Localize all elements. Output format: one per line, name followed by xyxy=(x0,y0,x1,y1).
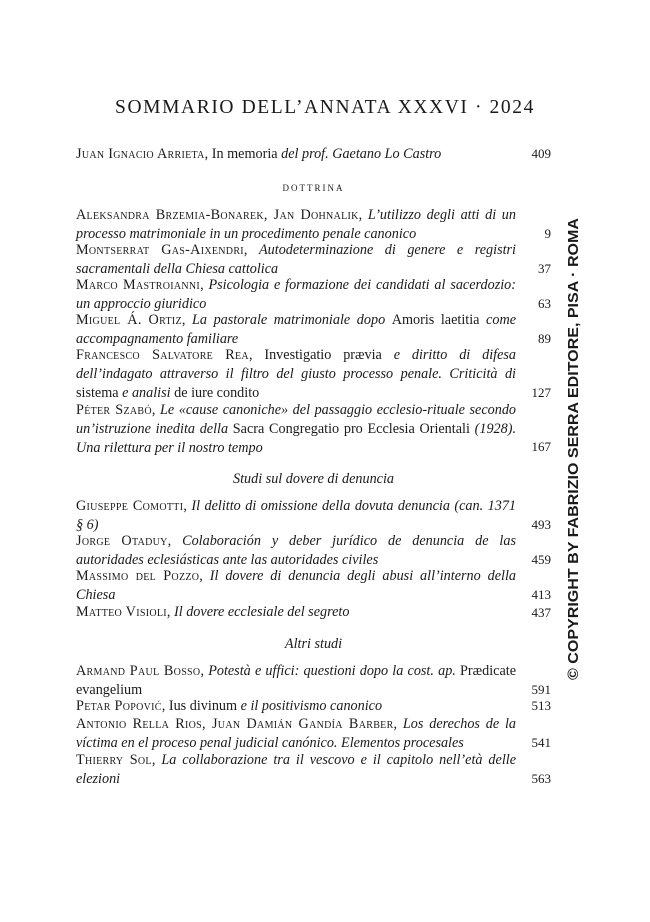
entry-author: Marco Mastroianni xyxy=(76,277,201,293)
entry-page-number: 409 xyxy=(531,146,551,161)
toc-entry: Montserrat Gas-Aixendri, Autodeterminazione di genere e registri sacramentali della Chiesa cattolica xyxy=(76,242,517,277)
entry-page-number: 63 xyxy=(538,296,551,311)
entry-page-number: 167 xyxy=(531,439,551,454)
entry-author: Thierry Sol xyxy=(76,752,152,768)
copyright-text: © COPYRIGHT BY FABRIZIO SERRA EDITORE, PISA · ROMA xyxy=(565,248,582,680)
entry-author: Armand Paul Bosso xyxy=(76,663,201,679)
entry-author: Francesco Salvatore Rea xyxy=(76,347,249,363)
entry-page-number: 513 xyxy=(531,698,551,713)
entry-author: Matteo Visioli xyxy=(76,604,167,620)
section-heading-dottrina: dottrina xyxy=(282,179,345,194)
entry-title: Il dovere di denuncia degli abusi all’interno della Chiesa xyxy=(76,568,516,603)
entry-author: Miguel Á. Ortiz xyxy=(76,312,182,328)
entry-title: La pastorale matrimoniale dopo xyxy=(192,312,392,328)
toc-entry: Miguel Á. Ortiz, La pastorale matrimoniale dopo Amoris laetitia come accompagnamento familiare xyxy=(76,312,516,347)
toc-entry: Antonio Rella Rios, Juan Damián Gandía Barber, Los derechos de la víctima en el proceso penal judicial canónico. Elementos procesales xyxy=(76,716,517,751)
entry-title: Autodeterminazione di genere e registri sacramentali della Chiesa cattolica xyxy=(76,242,517,277)
toc-entry: Aleksandra Brzemia-Bonarek, Jan Dohnalik, L’utilizzo degli atti di un processo matrimoniale in un procedimento penale canonico xyxy=(76,207,516,242)
entry-page-number: 9 xyxy=(544,226,551,241)
entry-title: La collaborazione tra il vescovo e il capitolo nell’età delle elezioni xyxy=(76,752,517,787)
entry-title: In memoria xyxy=(211,146,282,162)
entry-page-number: 459 xyxy=(531,552,551,567)
toc-entry: Thierry Sol, La collaborazione tra il vescovo e il capitolo nell’età delle elezioni xyxy=(76,752,517,787)
entry-author: Montserrat Gas-Aixendri xyxy=(76,242,244,258)
entry-title: Il delitto di omissione della dovuta denuncia (can. 1371 § 6) xyxy=(76,498,517,533)
toc-entry-intro: Juan Ignacio Arrieta, In memoria del prof. Gaetano Lo Castro xyxy=(76,146,442,162)
entry-author: Petar Popović xyxy=(76,698,162,714)
entry-page-number: 437 xyxy=(531,605,551,620)
entry-page-number: 413 xyxy=(531,587,551,602)
toc-entry: Péter Szabó, Le «cause canoniche» del passaggio ecclesio-rituale secondo un’istruzione inedita della Sacra Congregatio pro Ecclesia Orientali (1928). Una rilettura per il nostro tempo xyxy=(76,402,517,456)
section-heading-altri-studi: Altri studi xyxy=(284,636,343,652)
entry-page-number: 541 xyxy=(531,735,551,750)
entry-author: Jorge Otaduy xyxy=(76,533,168,549)
entry-title: Psicologia e formazione dei candidati al sacerdozio: un approccio giuridico xyxy=(76,277,516,312)
entry-author: Giuseppe Comotti xyxy=(76,498,184,514)
toc-entry: Giuseppe Comotti, Il delitto di omissione della dovuta denuncia (can. 1371 § 6) xyxy=(76,498,517,533)
entry-title: Los derechos de la víctima en el proceso penal judicial canónico. Elementos procesales xyxy=(76,716,517,751)
entry-page-number: 127 xyxy=(531,385,551,400)
toc-entry: Matteo Visioli, Il dovere ecclesiale del segreto xyxy=(76,604,350,620)
entry-page-number: 493 xyxy=(531,517,551,532)
toc-entry: Jorge Otaduy, Colaboración y deber jurídico de denuncia de las autoridades eclesiásticas ante las autoridades civiles xyxy=(76,533,516,568)
entry-title: Ius divinum xyxy=(168,698,238,714)
entry-title: Potestà e uffici: questioni dopo la cost. ap. xyxy=(208,663,461,679)
toc-entry: Francesco Salvatore Rea, Investigatio prævia e diritto di difesa dell’indagato attraverso il filtro del giusto processo penale. Criticità di sistema e analisi de iure condito xyxy=(76,347,516,401)
toc-entry: Armand Paul Bosso, Potestà e uffici: questioni dopo la cost. ap. Prædicate evangelium xyxy=(76,663,516,698)
toc-entry: Petar Popović, Ius divinum e il positivismo canonico xyxy=(76,698,383,714)
toc-entry: Massimo del Pozzo, Il dovere di denuncia degli abusi all’interno della Chiesa xyxy=(76,568,516,603)
entry-title: L’utilizzo degli atti di un processo matrimoniale in un procedimento penale canonico xyxy=(76,207,516,242)
entry-author: Antonio Rella Rios, Juan Damián Gandía Barber xyxy=(76,716,394,732)
entry-title: Colaboración y deber jurídico de denuncia de las autoridades eclesiásticas ante las autoridades civiles xyxy=(76,533,516,568)
page-title: SOMMARIO DELL’ANNATA XXXVI · 2024 xyxy=(115,97,535,118)
copyright-notice xyxy=(562,217,584,682)
entry-page-number: 563 xyxy=(531,771,551,786)
entry-author: Juan Ignacio Arrieta xyxy=(76,146,205,162)
entry-author: Péter Szabó xyxy=(76,402,152,418)
entry-author: Aleksandra Brzemia-Bonarek, Jan Dohnalik xyxy=(76,207,359,223)
section-heading-denuncia: Studi sul dovere di denuncia xyxy=(232,471,395,487)
entry-title: Investigatio prævia xyxy=(264,347,382,363)
entry-title: Il dovere ecclesiale del segreto xyxy=(174,604,350,620)
toc-entry: Marco Mastroianni, Psicologia e formazione dei candidati al sacerdozio: un approccio giuridico xyxy=(76,277,516,312)
entry-page-number: 591 xyxy=(531,682,551,697)
entry-title: Le «cause canoniche» del passaggio ecclesio-rituale secondo un’istruzione inedita della xyxy=(76,402,517,437)
entry-author: Massimo del Pozzo xyxy=(76,568,200,584)
entry-page-number: 89 xyxy=(538,331,551,346)
entry-page-number: 37 xyxy=(538,261,551,276)
